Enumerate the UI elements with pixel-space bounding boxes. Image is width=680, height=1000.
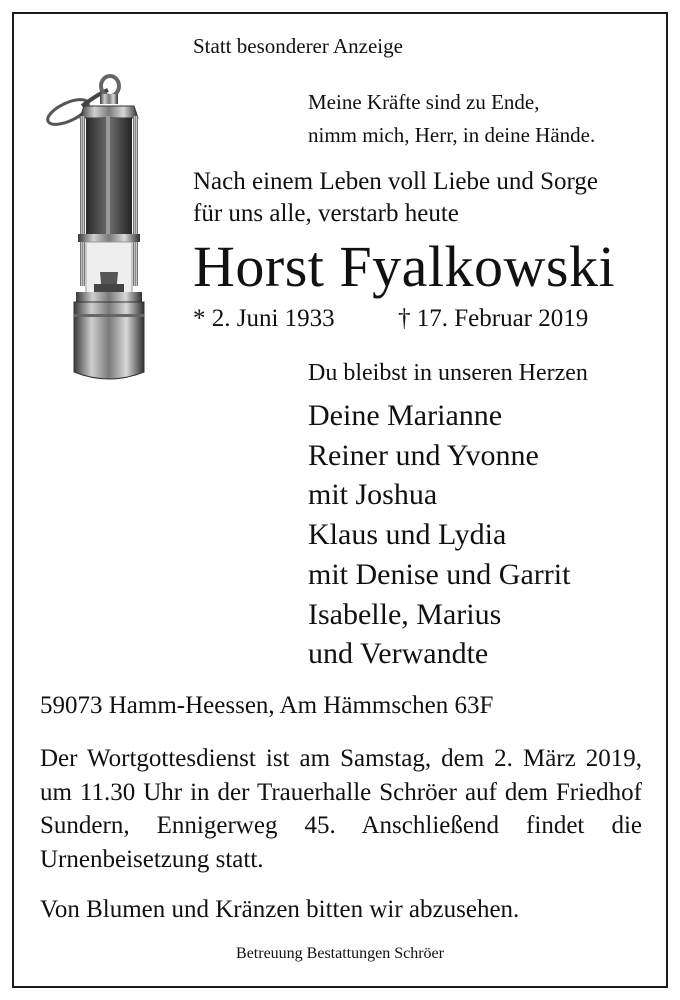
intro-text: Statt besonderer Anzeige — [193, 34, 403, 58]
deceased-name: Horst Fyalkowski — [193, 234, 616, 299]
verse-line: nimm mich, Herr, in deine Hände. — [308, 123, 596, 147]
death-date: † 17. Februar 2019 — [398, 305, 589, 332]
family-member: und Verwandte — [308, 637, 489, 671]
family-list — [308, 396, 570, 674]
birth-date: * 2. Juni 1933 — [193, 305, 335, 332]
verse-line: Meine Kräfte sind zu Ende, — [308, 90, 540, 114]
remembrance-line: Du bleibst in unseren Herzen — [308, 360, 588, 386]
footer-funeral-home: Betreuung Bestattungen Schröer — [236, 945, 444, 962]
flowers-note: Von Blumen und Kränzen bitten wir abzusehen. — [40, 896, 520, 923]
family-member: mit Denise und Garrit — [308, 557, 571, 591]
family-member: Reiner und Yvonne — [308, 438, 539, 472]
lead-text — [193, 166, 598, 230]
family-member: mit Joshua — [308, 478, 438, 512]
family-member: Isabelle, Marius — [308, 597, 502, 631]
verse — [308, 86, 595, 152]
service-info: Der Wortgottesdienst ist am Samstag, dem 2. März 2019, um 11.30 Uhr in der Trauerhalle Schröer auf dem Friedhof Sundern, Ennigerweg 45. Anschließend findet die Urnenbeisetzung statt. — [40, 745, 642, 873]
miners-lamp-icon — [38, 72, 170, 384]
family-member: Klaus und Lydia — [308, 518, 507, 552]
address: 59073 Hamm-Heessen, Am Hämmschen 63F — [40, 692, 494, 719]
lead-line: Nach einem Leben voll Liebe und Sorge — [193, 168, 598, 195]
family-member: Deine Marianne — [308, 399, 503, 432]
lead-line: für uns alle, verstarb heute — [193, 200, 459, 227]
